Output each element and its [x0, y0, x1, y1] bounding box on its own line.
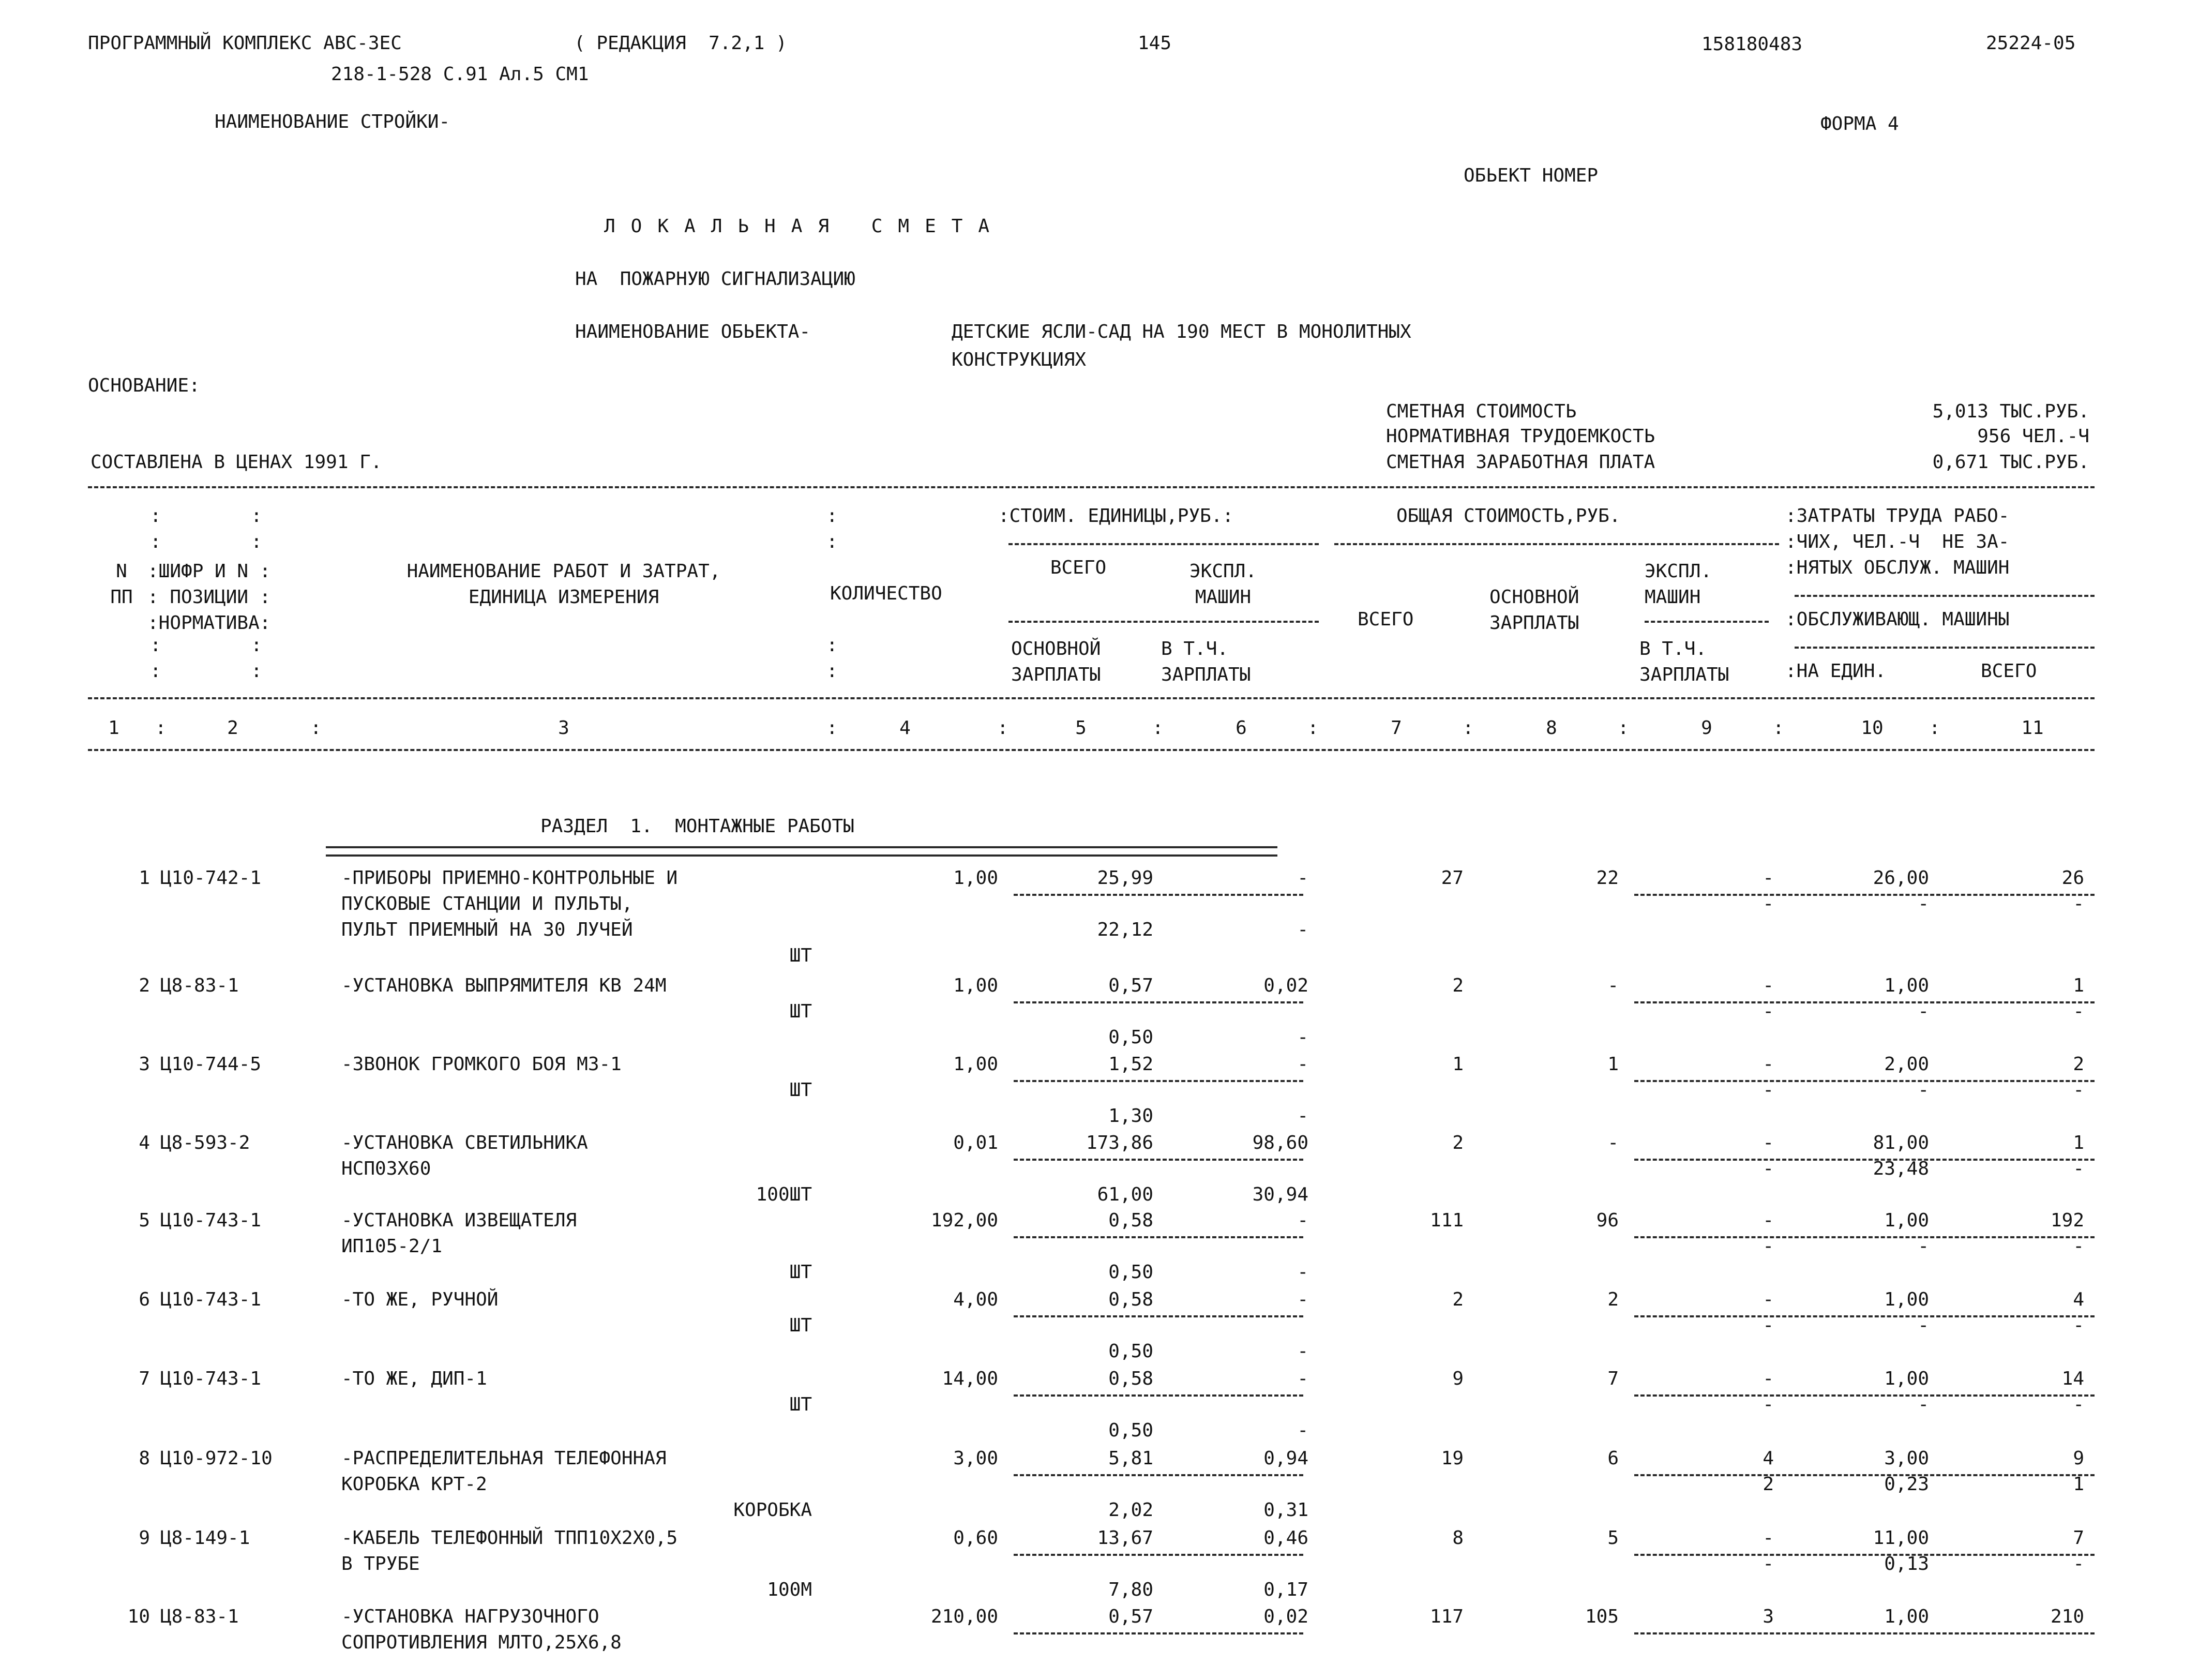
row-quantity: 192,00	[930, 1210, 998, 1231]
row-labor-total-service: -	[2073, 893, 2084, 914]
col-header-unit-incl: В Т.Ч. ЗАРПЛАТЫ	[1161, 638, 1251, 685]
row-name-line: НСП03Х60	[341, 1158, 431, 1179]
row-number: 8	[139, 1448, 150, 1469]
reference-line: 218-1-528 С.91 Ал.5 СМ1	[331, 64, 589, 85]
row-unit-total: 5,81	[1108, 1448, 1153, 1469]
row-name-line: -УСТАНОВКА НАГРУЗОЧНОГО	[341, 1606, 599, 1627]
stroyka-label: НАИМЕНОВАНИЕ СТРОЙКИ-	[215, 111, 450, 132]
row-total-machines: -	[1763, 975, 1774, 996]
row-number: 1	[139, 867, 150, 889]
rule-unit-cost	[1008, 543, 1319, 545]
colon-separators: :	[1307, 717, 1319, 739]
row-total: 1	[1452, 1054, 1464, 1075]
row-unit-machine-wage: 0,17	[1263, 1579, 1308, 1600]
rule-unit-base	[1008, 621, 1319, 623]
row-unit-machine-wage: -	[1297, 919, 1308, 940]
row-unit: ШТ	[789, 1315, 812, 1336]
row-unit-machines: 0,46	[1263, 1527, 1308, 1549]
colon-separators: :	[1929, 717, 1940, 739]
row-labor-unit: 81,00	[1873, 1132, 1929, 1153]
row-total: 111	[1429, 1210, 1464, 1231]
document-code-secondary: 25224-05	[1986, 33, 2076, 54]
row-unit-machine-wage: 0,31	[1263, 1499, 1308, 1521]
row-labor-unit-service: -	[1918, 893, 1929, 914]
col-header-labor-2: :ЧИХ, ЧЕЛ.-Ч НЕ ЗА-	[1785, 531, 2010, 552]
row-rule	[1014, 1080, 1303, 1082]
row-unit-machines: -	[1297, 1054, 1308, 1075]
row-unit-machine-wage: -	[1297, 1420, 1308, 1441]
section-underline	[326, 846, 1277, 857]
row-name-line: -ТО ЖЕ, ДИП-1	[341, 1368, 487, 1389]
row-quantity: 0,60	[953, 1527, 998, 1549]
row-unit: ШТ	[789, 1394, 812, 1415]
row-quantity: 210,00	[930, 1606, 998, 1627]
row-total-base-wage: 105	[1585, 1606, 1619, 1627]
col-header-total-mach: ЭКСПЛ. МАШИН	[1645, 561, 1712, 608]
row-labor-unit-service: -	[1918, 1236, 1929, 1257]
row-unit: ШТ	[789, 1001, 812, 1022]
row-quantity: 1,00	[953, 975, 998, 996]
col-header-unit-cost: :СТОИМ. ЕДИНИЦЫ,РУБ.:	[998, 505, 1234, 527]
col-header-labor-4: :ОБСЛУЖИВАЮЩ. МАШИНЫ	[1785, 609, 2010, 630]
col-header-total-base: ОСНОВНОЙ ЗАРПЛАТЫ	[1489, 587, 1579, 634]
row-total-machine-wage: -	[1763, 1079, 1774, 1101]
rule-labor-4	[1795, 647, 2095, 649]
row-number: 2	[139, 975, 150, 996]
colon-guides-mid: :	[826, 635, 838, 656]
row-rule	[1014, 1001, 1303, 1003]
row-labor-unit: 11,00	[1873, 1527, 1929, 1549]
row-unit-total: 0,58	[1108, 1368, 1153, 1389]
col-header-unit-total: ВСЕГО	[1050, 557, 1107, 578]
summary-label-cost: СМЕТНАЯ СТОИМОСТЬ	[1386, 401, 1577, 422]
row-labor-unit-service: -	[1918, 1315, 1929, 1336]
header-rule-bottom	[88, 749, 2095, 751]
col-header-labor-unit: :НА ЕДИН.	[1785, 661, 1887, 682]
row-total-machine-wage: -	[1763, 893, 1774, 914]
row-total-base-wage: 5	[1607, 1527, 1619, 1549]
summary-value-wage: 0,671 ТЫС.РУБ.	[1932, 452, 2089, 473]
form-label: ФОРМА 4	[1820, 113, 1899, 134]
row-unit-machine-wage: -	[1297, 1027, 1308, 1048]
row-labor-total: 1	[2073, 975, 2084, 996]
row-unit-base-wage: 22,12	[1097, 919, 1153, 940]
row-unit-total: 1,52	[1108, 1054, 1153, 1075]
row-unit-machine-wage: -	[1297, 1105, 1308, 1127]
colon-guides-left: : :	[150, 531, 262, 552]
row-labor-total-service: -	[2073, 1236, 2084, 1257]
row-labor-unit-service: 0,13	[1884, 1553, 1929, 1574]
row-labor-unit: 3,00	[1884, 1448, 1929, 1469]
row-name-line: ПУСКОВЫЕ СТАНЦИИ И ПУЛЬТЫ,	[341, 893, 633, 914]
row-labor-total-service: -	[2073, 1394, 2084, 1415]
row-total-base-wage: 6	[1607, 1448, 1619, 1469]
row-name-line: -РАСПРЕДЕЛИТЕЛЬНАЯ ТЕЛЕФОННАЯ	[341, 1448, 667, 1469]
row-labor-total: 9	[2073, 1448, 2084, 1469]
row-unit-machines: 0,94	[1263, 1448, 1308, 1469]
summary-value-labor: 956 ЧЕЛ.-Ч	[1977, 426, 2089, 447]
row-labor-total: 210	[2050, 1606, 2084, 1627]
row-total-machines: -	[1763, 1210, 1774, 1231]
row-labor-total: 2	[2073, 1054, 2084, 1075]
col-header-labor-1: :ЗАТРАТЫ ТРУДА РАБО-	[1785, 505, 2010, 527]
row-name-line: -УСТАНОВКА ВЫПРЯМИТЕЛЯ КВ 24М	[341, 975, 667, 996]
row-total: 9	[1452, 1368, 1464, 1389]
row-total-base-wage: 22	[1596, 867, 1619, 889]
document-code: 158180483	[1701, 34, 1803, 55]
row-number: 7	[139, 1368, 150, 1389]
row-total-base-wage: 7	[1607, 1368, 1619, 1389]
colon-guides-mid: :	[826, 531, 838, 552]
row-code: Ц8-149-1	[160, 1527, 250, 1549]
summary-label-wage: СМЕТНАЯ ЗАРАБОТНАЯ ПЛАТА	[1386, 452, 1655, 473]
colon-separators: :	[1152, 717, 1164, 739]
row-unit-total: 173,86	[1086, 1132, 1153, 1153]
row-total-machine-wage: -	[1763, 1236, 1774, 1257]
row-labor-unit-service: 0,23	[1884, 1474, 1929, 1495]
row-quantity: 14,00	[942, 1368, 998, 1389]
prices-label: СОСТАВЛЕНА В ЦЕНАХ 1991 Г.	[91, 452, 382, 473]
row-unit-total: 0,57	[1108, 975, 1153, 996]
row-total: 117	[1429, 1606, 1464, 1627]
row-total: 2	[1452, 975, 1464, 996]
row-rule	[1014, 1236, 1303, 1238]
row-labor-unit: 1,00	[1884, 975, 1929, 996]
row-total-machines: 4	[1763, 1448, 1774, 1469]
row-unit-machines: 0,02	[1263, 975, 1308, 996]
row-code: Ц10-743-1	[160, 1210, 262, 1231]
row-quantity: 1,00	[953, 867, 998, 889]
row-labor-total-service: -	[2073, 1315, 2084, 1336]
document-subtitle: НА ПОЖАРНУЮ СИГНАЛИЗАЦИЮ	[575, 268, 855, 290]
row-total-machines: -	[1763, 1132, 1774, 1153]
row-code: Ц10-743-1	[160, 1368, 262, 1389]
row-unit-machines: -	[1297, 1289, 1308, 1310]
edition-label: ( РЕДАКЦИЯ 7.2,1 )	[574, 33, 787, 54]
colon-guides-mid: :	[826, 505, 838, 527]
row-total: 2	[1452, 1132, 1464, 1153]
col-header-no: N ПП	[110, 561, 133, 608]
row-total-machines: -	[1763, 867, 1774, 889]
row-rule	[1014, 1315, 1303, 1317]
row-unit-machines: -	[1297, 867, 1308, 889]
column-number: 1	[108, 717, 119, 739]
row-quantity: 4,00	[953, 1289, 998, 1310]
row-quantity: 0,01	[953, 1132, 998, 1153]
row-labor-total-service: -	[2073, 1079, 2084, 1101]
row-name-line: -ЗВОНОК ГРОМКОГО БОЯ МЗ-1	[341, 1054, 622, 1075]
row-name-line: -УСТАНОВКА ИЗВЕЩАТЕЛЯ	[341, 1210, 577, 1231]
row-labor-total-service: 1	[2073, 1474, 2084, 1495]
row-code: Ц10-972-10	[160, 1448, 273, 1469]
document-title: ЛОКАЛЬНАЯ СМЕТА	[604, 216, 1005, 237]
col-header-name: НАИМЕНОВАНИЕ РАБОТ И ЗАТРАТ, ЕДИНИЦА ИЗМЕРЕНИЯ	[406, 561, 721, 608]
colon-separators: :	[997, 717, 1008, 739]
row-number: 5	[139, 1210, 150, 1231]
row-labor-unit: 26,00	[1873, 867, 1929, 889]
col-header-total-incl: В Т.Ч. ЗАРПЛАТЫ	[1639, 638, 1729, 685]
rule-total-incl	[1645, 621, 1769, 623]
colon-guides-left: : :	[150, 635, 262, 656]
row-labor-total: 14	[2061, 1368, 2084, 1389]
object-label: НАИМЕНОВАНИЕ ОБЬЕКТА-	[575, 321, 811, 342]
row-total-base-wage: -	[1607, 975, 1619, 996]
col-header-total-all: ВСЕГО	[1358, 609, 1414, 630]
row-unit-base-wage: 7,80	[1108, 1579, 1153, 1600]
row-unit: ШТ	[789, 945, 812, 966]
row-total-base-wage: -	[1607, 1132, 1619, 1153]
row-total: 27	[1441, 867, 1464, 889]
row-unit-total: 0,57	[1108, 1606, 1153, 1627]
row-unit-machines: 98,60	[1252, 1132, 1308, 1153]
row-total-machine-wage: -	[1763, 1315, 1774, 1336]
row-unit: КОРОБКА	[733, 1499, 812, 1521]
row-unit: 100М	[767, 1579, 812, 1600]
row-code: Ц10-743-1	[160, 1289, 262, 1310]
summary-value-cost: 5,013 ТЫС.РУБ.	[1932, 401, 2089, 422]
column-number: 4	[899, 717, 911, 739]
row-labor-total: 4	[2073, 1289, 2084, 1310]
row-number: 4	[139, 1132, 150, 1153]
header-rule-mid	[88, 697, 2095, 699]
row-unit-machines: -	[1297, 1368, 1308, 1389]
row-unit-base-wage: 0,50	[1108, 1027, 1153, 1048]
colon-guides-mid: :	[826, 661, 838, 682]
row-unit-base-wage: 2,02	[1108, 1499, 1153, 1521]
row-code: Ц8-83-1	[160, 1606, 239, 1627]
row-unit-total: 0,58	[1108, 1210, 1153, 1231]
row-code: Ц8-593-2	[160, 1132, 250, 1153]
row-rule	[1634, 1632, 2095, 1634]
row-number: 6	[139, 1289, 150, 1310]
row-name-line: СОПРОТИВЛЕНИЯ МЛТО,25Х6,8	[341, 1632, 622, 1653]
row-labor-total-service: -	[2073, 1001, 2084, 1022]
row-quantity: 3,00	[953, 1448, 998, 1469]
row-labor-total: 1	[2073, 1132, 2084, 1153]
row-name-line: В ТРУБЕ	[341, 1553, 420, 1574]
row-unit-total: 0,58	[1108, 1289, 1153, 1310]
row-total-machine-wage: 2	[1763, 1474, 1774, 1495]
row-labor-unit-service: -	[1918, 1394, 1929, 1415]
row-name-line: ПУЛЬТ ПРИЕМНЫЙ НА 30 ЛУЧЕЙ	[341, 919, 633, 940]
object-name-line-1: ДЕТСКИЕ ЯСЛИ-САД НА 190 МЕСТ В МОНОЛИТНЫХ	[952, 321, 1411, 342]
row-code: Ц10-742-1	[160, 867, 262, 889]
section-title: РАЗДЕЛ 1. МОНТАЖНЫЕ РАБОТЫ	[540, 816, 854, 837]
row-unit-base-wage: 61,00	[1097, 1184, 1153, 1205]
column-number: 2	[227, 717, 238, 739]
row-number: 3	[139, 1054, 150, 1075]
row-labor-unit: 1,00	[1884, 1368, 1929, 1389]
row-rule	[1014, 1159, 1303, 1161]
row-unit-base-wage: 0,50	[1108, 1262, 1153, 1283]
row-total-machines: -	[1763, 1054, 1774, 1075]
row-rule	[1014, 894, 1303, 896]
col-header-labor-total: ВСЕГО	[1981, 661, 2037, 682]
colon-guides-left: : :	[150, 661, 262, 682]
col-header-unit-base: ОСНОВНОЙ ЗАРПЛАТЫ	[1011, 638, 1101, 685]
column-number: 10	[1861, 717, 1884, 739]
row-total-machine-wage: -	[1763, 1158, 1774, 1179]
row-rule	[1014, 1632, 1303, 1634]
row-unit: 100ШТ	[756, 1184, 812, 1205]
rule-labor-3	[1795, 595, 2095, 597]
row-labor-total: 192	[2050, 1210, 2084, 1231]
column-number: 3	[558, 717, 569, 739]
row-unit-base-wage: 0,50	[1108, 1341, 1153, 1362]
row-total-machine-wage: -	[1763, 1394, 1774, 1415]
row-name-line: КОРОБКА КРТ-2	[341, 1474, 487, 1495]
colon-separators: :	[1618, 717, 1629, 739]
row-name-line: -УСТАНОВКА СВЕТИЛЬНИКА	[341, 1132, 588, 1153]
row-labor-unit: 1,00	[1884, 1289, 1929, 1310]
row-total-machines: -	[1763, 1527, 1774, 1549]
colon-separators: :	[310, 717, 322, 739]
row-unit-machine-wage: -	[1297, 1262, 1308, 1283]
row-unit-base-wage: 0,50	[1108, 1420, 1153, 1441]
row-labor-unit-service: -	[1918, 1079, 1929, 1101]
row-labor-unit-service: -	[1918, 1001, 1929, 1022]
column-number: 7	[1391, 717, 1402, 739]
row-total: 8	[1452, 1527, 1464, 1549]
column-number: 9	[1701, 717, 1712, 739]
row-rule	[1014, 1474, 1303, 1476]
row-rule	[1014, 1554, 1303, 1556]
row-total-machines: 3	[1763, 1606, 1774, 1627]
row-unit-total: 25,99	[1097, 867, 1153, 889]
column-number: 6	[1236, 717, 1247, 739]
row-labor-total: 26	[2061, 867, 2084, 889]
summary-label-labor: НОРМАТИВНАЯ ТРУДОЕМКОСТЬ	[1386, 426, 1655, 447]
row-rule	[1014, 1394, 1303, 1397]
row-unit-total: 13,67	[1097, 1527, 1153, 1549]
row-unit-machines: 0,02	[1263, 1606, 1308, 1627]
col-header-labor-3: :НЯТЫХ ОБСЛУЖ. МАШИН	[1785, 557, 2010, 578]
row-name-line: ИП105-2/1	[341, 1236, 443, 1257]
program-name: ПРОГРАММНЫЙ КОМПЛЕКС АВС-ЗЕС	[88, 33, 402, 54]
row-total-base-wage: 2	[1607, 1289, 1619, 1310]
row-labor-unit-service: 23,48	[1873, 1158, 1929, 1179]
row-total-machines: -	[1763, 1289, 1774, 1310]
osnovanie-label: ОСНОВАНИЕ:	[88, 375, 200, 396]
object-name-line-2: КОНСТРУКЦИЯХ	[952, 349, 1087, 370]
row-total-base-wage: 96	[1596, 1210, 1619, 1231]
row-code: Ц8-83-1	[160, 975, 239, 996]
rule-total-cost	[1334, 543, 1779, 545]
row-labor-unit: 1,00	[1884, 1210, 1929, 1231]
page-number: 145	[1138, 33, 1172, 54]
header-rule-top	[88, 486, 2095, 488]
col-header-unit-mach: ЭКСПЛ. МАШИН	[1189, 561, 1257, 608]
row-name-line: -ТО ЖЕ, РУЧНОЙ	[341, 1289, 499, 1310]
row-total-machines: -	[1763, 1368, 1774, 1389]
row-labor-unit: 2,00	[1884, 1054, 1929, 1075]
colon-guides-left: : :	[150, 505, 262, 527]
column-number: 11	[2021, 717, 2044, 739]
row-unit: ШТ	[789, 1262, 812, 1283]
row-labor-unit: 1,00	[1884, 1606, 1929, 1627]
col-header-qty: КОЛИЧЕСТВО	[830, 583, 942, 604]
row-labor-total-service: -	[2073, 1158, 2084, 1179]
row-code: Ц10-744-5	[160, 1054, 262, 1075]
row-labor-total-service: -	[2073, 1553, 2084, 1574]
colon-separators: :	[1773, 717, 1784, 739]
column-number: 5	[1075, 717, 1087, 739]
row-name-line: -ПРИБОРЫ ПРИЕМНО-КОНТРОЛЬНЫЕ И	[341, 867, 678, 889]
row-quantity: 1,00	[953, 1054, 998, 1075]
row-unit-base-wage: 1,30	[1108, 1105, 1153, 1127]
row-total: 19	[1441, 1448, 1464, 1469]
row-unit-machine-wage: 30,94	[1252, 1184, 1308, 1205]
row-unit-machines: -	[1297, 1210, 1308, 1231]
row-total-machine-wage: -	[1763, 1553, 1774, 1574]
colon-separators: :	[826, 717, 838, 739]
row-number: 10	[127, 1606, 150, 1627]
row-number: 9	[139, 1527, 150, 1549]
col-header-code: :ШИФР И N : : ПОЗИЦИИ : :НОРМАТИВА:	[147, 561, 271, 634]
row-name-line: -КАБЕЛЬ ТЕЛЕФОННЫЙ ТПП10Х2Х0,5	[341, 1527, 678, 1549]
colon-separators: :	[1463, 717, 1474, 739]
colon-separators: :	[155, 717, 167, 739]
row-total-base-wage: 1	[1607, 1054, 1619, 1075]
object-number-label: ОБЬЕКТ НОМЕР	[1464, 165, 1599, 186]
column-number: 8	[1546, 717, 1557, 739]
row-unit-machine-wage: -	[1297, 1341, 1308, 1362]
row-unit: ШТ	[789, 1079, 812, 1101]
row-total-machine-wage: -	[1763, 1001, 1774, 1022]
row-total: 2	[1452, 1289, 1464, 1310]
row-labor-total: 7	[2073, 1527, 2084, 1549]
col-header-total-cost: ОБЩАЯ СТОИМОСТЬ,РУБ.	[1396, 505, 1621, 527]
